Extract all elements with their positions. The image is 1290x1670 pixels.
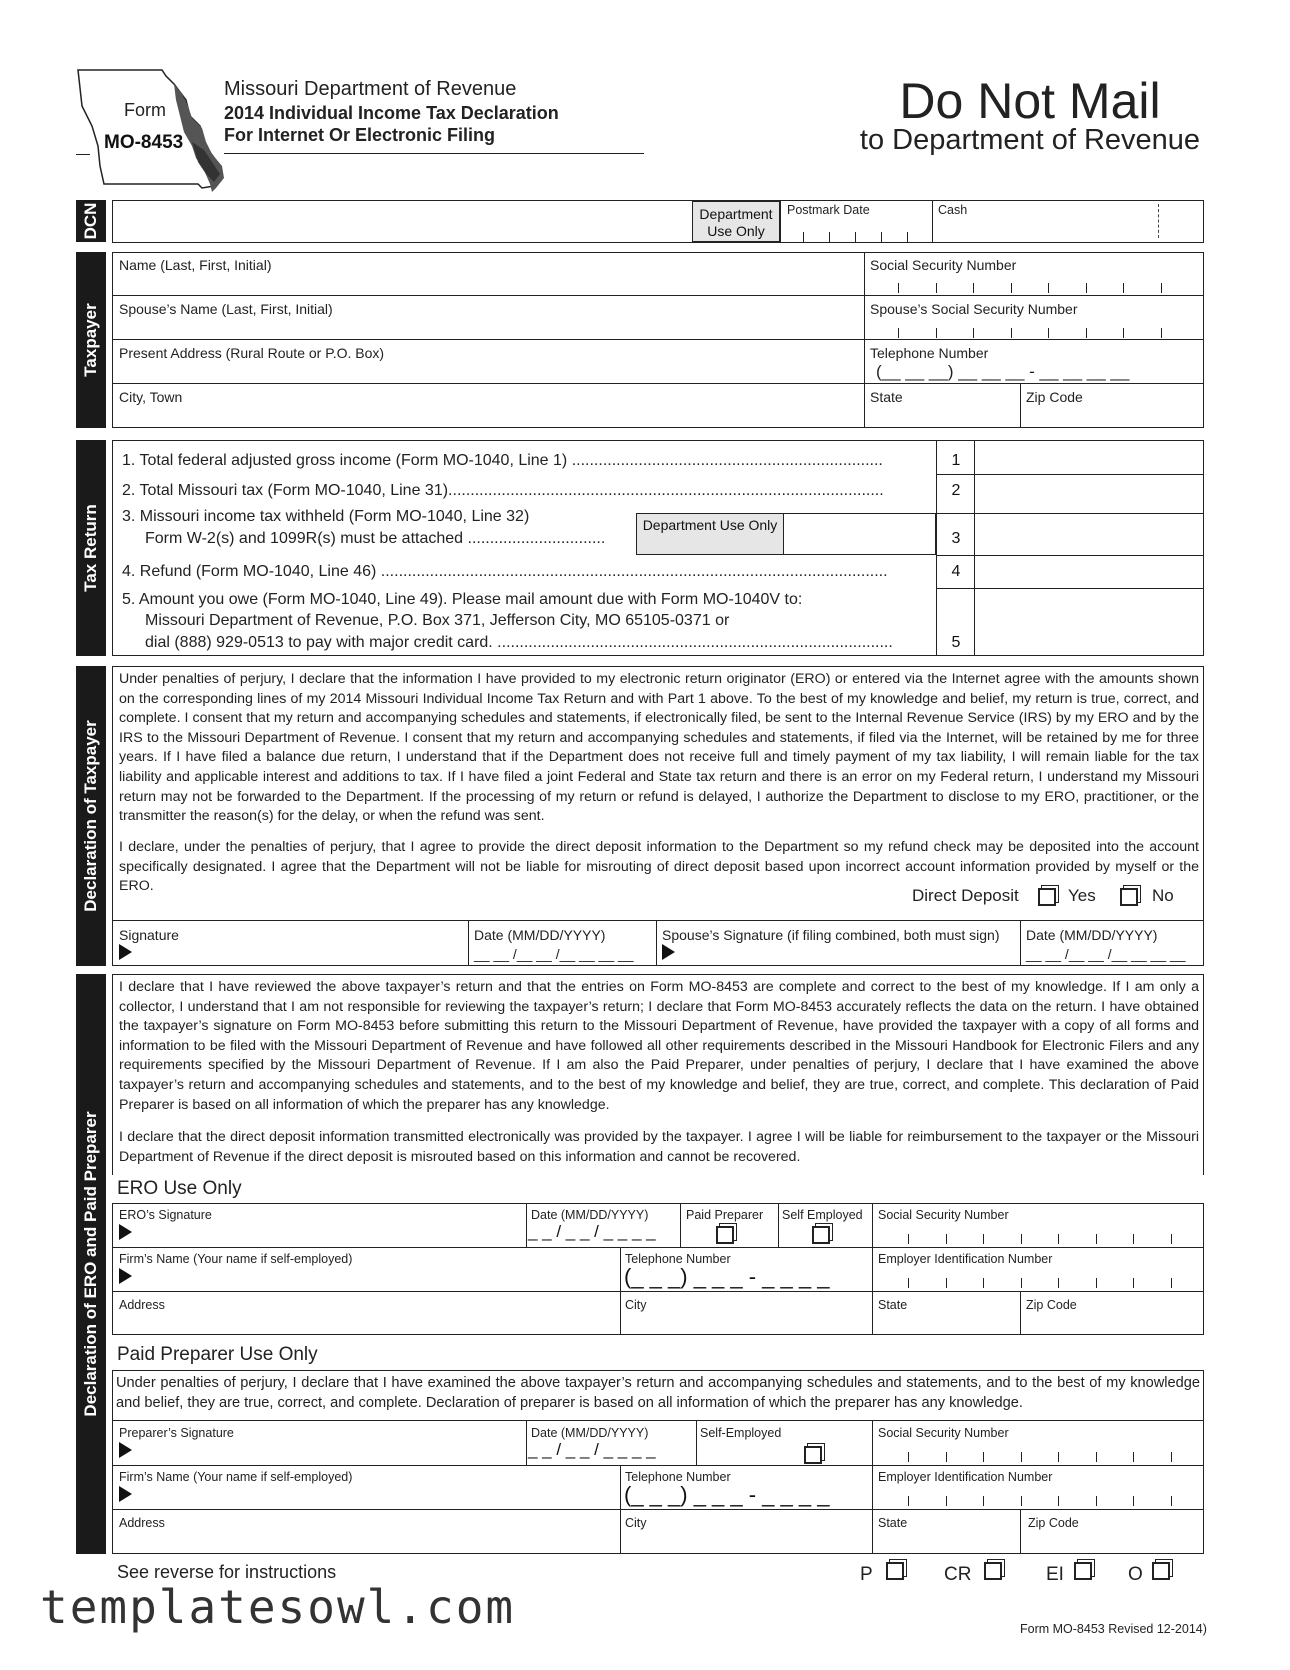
direct-deposit-no-checkbox[interactable] (1120, 888, 1138, 906)
line4-number: 4 (951, 563, 961, 580)
preparer-state-field[interactable]: State (878, 1516, 908, 1530)
preparer-firm-name-field[interactable]: Firm’s Name (Your name if self-employed) (119, 1470, 353, 1484)
line2-label: 2. Total Missouri tax (Form MO-1040, Line 31).................................................................................................. (122, 482, 884, 499)
ero-telephone-field[interactable]: Telephone Number (625, 1252, 731, 1266)
agency-name: Missouri Department of Revenue (224, 78, 517, 100)
form-revision: Form MO-8453 Revised 12-2014) (1020, 1622, 1207, 1636)
form-title-line2: For Internet Or Electronic Filing (224, 125, 496, 145)
state-field[interactable]: State (870, 389, 903, 405)
footer-cr-label: CR (944, 1564, 972, 1585)
ero-address-field[interactable]: Address (119, 1298, 165, 1312)
to-department: to Department of Revenue (859, 124, 1201, 156)
spouse-signature-arrow-icon (662, 944, 675, 960)
ero-ein-field[interactable]: Employer Identification Number (878, 1252, 1053, 1266)
taxpayer-signature-field[interactable]: Signature (119, 927, 179, 943)
zip-code-field[interactable]: Zip Code (1026, 389, 1083, 405)
line1-label: 1. Total federal adjusted gross income (Form MO-1040, Line 1) ...................................................................... (122, 452, 883, 469)
line3-department-use-only: Department Use Only (636, 513, 784, 555)
sidebar-declaration-taxpayer: Declaration of Taxpayer (76, 666, 106, 966)
preparer-telephone-mask: (_ _ _) _ _ _ - _ _ _ _ (624, 1482, 830, 1507)
ero-signature-field[interactable]: ERO’s Signature (119, 1208, 212, 1222)
taxpayer-ssn-field[interactable]: Social Security Number (870, 257, 1017, 273)
preparer-firm-arrow-icon (119, 1486, 132, 1502)
ero-state-field[interactable]: State (878, 1298, 908, 1312)
ero-firm-name-field[interactable]: Firm’s Name (Your name if self-employed) (119, 1252, 353, 1266)
ero-city-field[interactable]: City (625, 1298, 647, 1312)
line3-amount-input[interactable] (976, 515, 1202, 553)
ero-paid-preparer-label: Paid Preparer (686, 1208, 764, 1222)
spouse-date-field[interactable]: Date (MM/DD/YYYY) (1026, 927, 1158, 943)
line2-number: 2 (951, 482, 961, 499)
ero-use-only-heading: ERO Use Only (117, 1178, 242, 1199)
direct-deposit-no-label: No (1152, 886, 1174, 905)
line5-address: Missouri Department of Revenue, P.O. Box 371, Jefferson City, MO 65105-0371 or (145, 612, 730, 629)
sidebar-dcn: DCN (76, 200, 106, 242)
line3-number: 3 (951, 530, 961, 547)
footer-cr-checkbox[interactable] (984, 1562, 1002, 1580)
line1-number: 1 (951, 452, 961, 469)
dcn-department-use-only: Department Use Only (692, 201, 780, 242)
footer-o-checkbox[interactable] (1152, 1562, 1170, 1580)
postmark-date-label: Postmark Date (787, 203, 870, 217)
telephone-mask: (__ __ __) __ __ __ - __ __ __ __ (876, 362, 1130, 381)
line2-amount-input[interactable] (976, 476, 1202, 512)
preparer-telephone-field[interactable]: Telephone Number (625, 1470, 731, 1484)
line4-label: 4. Refund (Form MO-1040, Line 46) .................................................................................................................. (122, 563, 888, 580)
preparer-signature-field[interactable]: Preparer’s Signature (119, 1426, 234, 1440)
spouse-date-mask: __ __ /__ __ /__ __ __ __ (1026, 946, 1186, 962)
preparer-city-field[interactable]: City (625, 1516, 647, 1530)
preparer-self-employed-label: Self-Employed (700, 1426, 782, 1440)
line3-label: 3. Missouri income tax withheld (Form MO-1040, Line 32) (122, 508, 530, 525)
ero-signature-arrow-icon (119, 1224, 132, 1240)
ero-self-employed-label: Self Employed (782, 1208, 863, 1222)
dcn-box[interactable] (112, 200, 1204, 243)
direct-deposit-label: Direct Deposit (912, 886, 1019, 905)
footer-o-label: O (1128, 1564, 1143, 1585)
form-word: Form (124, 100, 166, 120)
signature-arrow-icon (119, 944, 132, 960)
preparer-self-employed-checkbox[interactable] (804, 1446, 822, 1464)
preparer-ein-field[interactable]: Employer Identification Number (878, 1470, 1053, 1484)
sidebar-tax-return: Tax Return (76, 440, 106, 656)
preparer-date-mask: _ _ / _ _ / _ _ _ _ (528, 1440, 656, 1459)
taxpayer-name-field[interactable]: Name (Last, First, Initial) (119, 257, 272, 273)
paid-preparer-declaration-text: Under penalties of perjury, I declare that I have examined the above taxpayer’s return and accompanying schedules and statements, and to the best of my knowledge and belief, they are true, correct, and complete. Declaration of preparer is based on all information of which the preparer has any knowledge. (116, 1375, 1200, 1411)
line5-amount-input[interactable] (976, 590, 1202, 654)
sidebar-declaration-ero: Declaration of ERO and Paid Preparer (76, 974, 106, 1554)
direct-deposit-yes-checkbox[interactable] (1038, 888, 1056, 906)
present-address-field[interactable]: Present Address (Rural Route or P.O. Box) (119, 345, 385, 361)
preparer-ssn-field[interactable]: Social Security Number (878, 1426, 1009, 1440)
preparer-address-field[interactable]: Address (119, 1516, 165, 1530)
preparer-signature-arrow-icon (119, 1442, 132, 1458)
ero-declaration-text: I declare that I have reviewed the above taxpayer’s return and that the entries on Form MO-8453 are complete and correct to the best of my knowledge. If I am only a collector, I understand that I am not responsible for reviewing the taxpayer’s return; I declare that Form MO-8453 accurately reflects the data on the return. I have obtained the taxpayer’s signature on Form MO-8453 before submitting this return to the Missouri Department of Revenue, have provided the taxpayer with a copy of all forms and information to be filed with the Missouri Department of Revenue and have followed all other requirements described in the Missouri Handbook for Electronic Filers and any requirements specified by the Missouri Department of Revenue. If I am also the Paid Preparer, under penalties of perjury, I declare that I have examined the above taxpayer’s return and accompanying schedules and statements, and to the best of my knowledge and belief, they are true, correct, and complete. This declaration of Paid Preparer is based on all information of which the preparer has any knowledge. (119, 979, 1199, 1113)
paid-preparer-heading: Paid Preparer Use Only (117, 1344, 318, 1365)
footer-ei-label: EI (1046, 1564, 1064, 1585)
ero-firm-arrow-icon (119, 1268, 132, 1284)
preparer-date-field[interactable]: Date (MM/DD/YYYY) (531, 1426, 649, 1440)
ero-paid-preparer-checkbox[interactable] (716, 1226, 734, 1244)
city-town-field[interactable]: City, Town (119, 389, 183, 405)
form-number: MO-8453 (104, 132, 184, 153)
line3-sublabel: Form W-2(s) and 1099R(s) must be attached ............................... (145, 530, 606, 547)
sidebar-taxpayer: Taxpayer (76, 252, 106, 428)
ero-telephone-mask: (_ _ _) _ _ _ - _ _ _ _ (624, 1264, 830, 1289)
ero-zip-field[interactable]: Zip Code (1026, 1298, 1077, 1312)
direct-deposit-yes-label: Yes (1068, 886, 1096, 905)
taxpayer-date-field[interactable]: Date (MM/DD/YYYY) (474, 927, 606, 943)
spouse-name-field[interactable]: Spouse’s Name (Last, First, Initial) (119, 301, 333, 317)
ero-ssn-field[interactable]: Social Security Number (878, 1208, 1009, 1222)
spouse-ssn-field[interactable]: Spouse’s Social Security Number (870, 301, 1078, 317)
see-reverse-text: See reverse for instructions (117, 1562, 337, 1582)
cash-label: Cash (938, 203, 968, 217)
footer-p-label: P (860, 1564, 873, 1585)
spouse-signature-field[interactable]: Spouse’s Signature (if filing combined, both must sign) (662, 927, 1000, 943)
line1-amount-input[interactable] (976, 442, 1202, 473)
line5-phone: dial (888) 929-0513 to pay with major credit card. ......................................................................................... (145, 634, 893, 651)
form-title-line1: 2014 Individual Income Tax Declaration (224, 103, 559, 123)
ero-date-mask: _ _ / _ _ / _ _ _ _ (528, 1222, 656, 1241)
ero-self-employed-checkbox[interactable] (812, 1226, 830, 1244)
do-not-mail: Do Not Mail (899, 73, 1161, 129)
footer-ei-checkbox[interactable] (1074, 1562, 1092, 1580)
line4-amount-input[interactable] (976, 557, 1202, 587)
ero-direct-deposit-text: I declare that the direct deposit information transmitted electronically was provided by the taxpayer. I agree I will be liable for reimbursement to the taxpayer or the Missouri Department of Revenue if the direct deposit is misrouted based on this information and cannot be recovered. (119, 1129, 1199, 1165)
missouri-map-logo (74, 66, 234, 196)
taxpayer-date-mask: __ __ /__ __ /__ __ __ __ (474, 946, 634, 962)
direct-deposit-declaration-text: I declare, under the penalties of perjury, that I agree to provide the direct deposit information to the Department so my refund check may be deposited into the account specifically designated. I agree that the Department will not be liable for misrouting of direct deposit based upon incorrect account information provided by myself or the ERO. (119, 839, 1199, 895)
telephone-field[interactable]: Telephone Number (870, 345, 989, 361)
templatesowl-watermark: templatesowl.com (40, 1580, 516, 1634)
line5-label: 5. Amount you owe (Form MO-1040, Line 49). Please mail amount due with Form MO-1040V to: (122, 591, 803, 608)
line5-number: 5 (951, 634, 961, 651)
taxpayer-declaration-text: Under penalties of perjury, I declare that the information I have provided to my electronic return originator (ERO) or entered via the Internet agree with the amounts shown on the corresponding lines of my 2014 Missouri Individual Income Tax Return and with Part 1 above. To the best of my knowledge and belief, my return is true, correct, and complete. I consent that my return and accompanying schedules and statements, if electronically filed, be sent to the Internal Revenue Service (IRS) by my ERO and by the IRS to the Missouri Department of Revenue. I consent that my return and accompanying schedules and statements, if filed via the Internet, will be retained by me for three years. If I have filed a balance due return, I understand that if the Department does not receive full and timely payment of my tax liability, I will remain liable for the tax liability and applicable interest and additions to tax. If I have filed a joint Federal and State tax return and there is an error on my Federal return, I understand my Missouri return may not be forwarded to the Department. If the processing of my return or refund is delayed, I authorize the Department to disclose to my ERO, practitioner, or the transmitter the reason(s) for the delay, or when the refund was sent. (119, 671, 1199, 825)
footer-p-checkbox[interactable] (886, 1562, 904, 1580)
ero-date-field[interactable]: Date (MM/DD/YYYY) (531, 1208, 649, 1222)
preparer-zip-field[interactable]: Zip Code (1028, 1516, 1079, 1530)
